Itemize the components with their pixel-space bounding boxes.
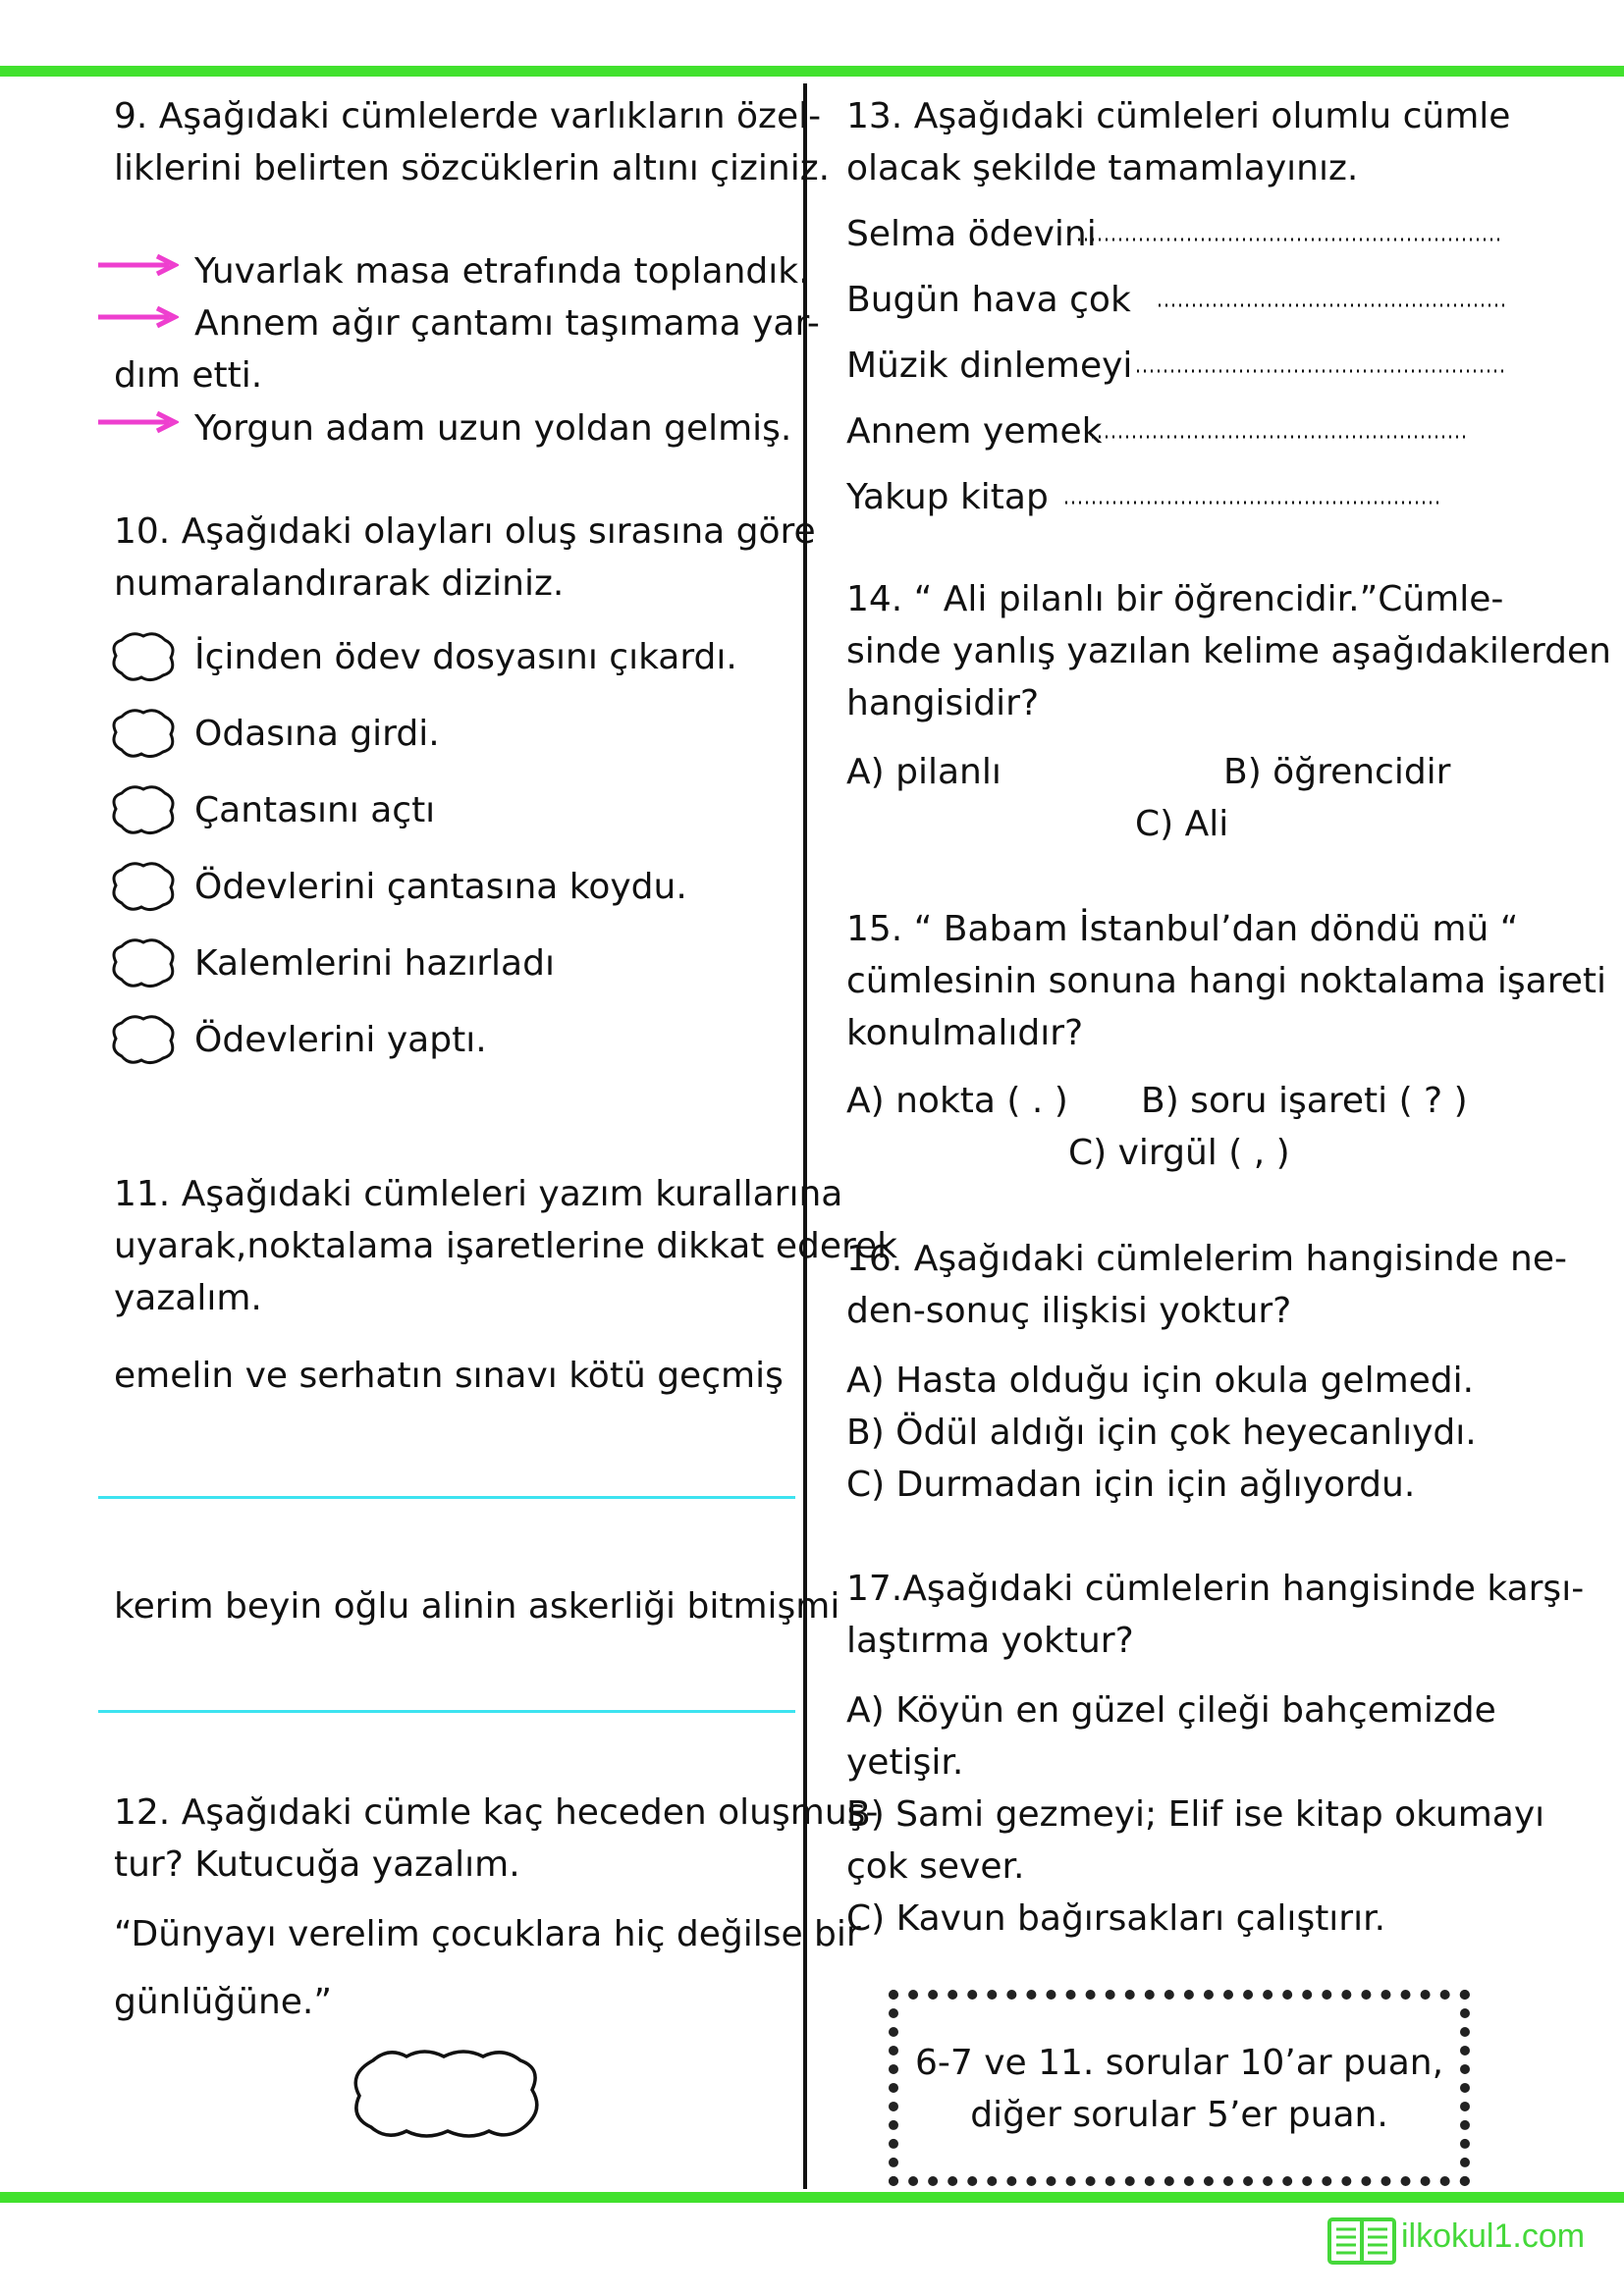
arrow-right-icon bbox=[96, 410, 179, 434]
q11-title-line1: 11. Aşağıdaki cümleleri yazım kurallarına bbox=[114, 1174, 843, 1214]
q13-item-1: Selma ödevini bbox=[846, 214, 1097, 254]
q15-option-a[interactable]: A) nokta ( . ) bbox=[846, 1081, 1068, 1121]
bottom-green-bar bbox=[0, 2192, 1624, 2203]
q17-title-line1: 17.Aşağıdaki cümlelerin hangisinde karşı- bbox=[846, 1569, 1585, 1609]
dotted-answer-line[interactable] bbox=[1065, 500, 1438, 506]
q9-title-line2: liklerini belirten sözcüklerin altını çiziniz. bbox=[114, 148, 831, 188]
arrow-right-icon bbox=[96, 305, 179, 329]
q13-title-line1: 13. Aşağıdaki cümleleri olumlu cümle bbox=[846, 96, 1511, 136]
scoring-note-box bbox=[889, 1990, 1470, 2186]
q14-option-a[interactable]: A) pilanlı bbox=[846, 752, 1001, 792]
q15-option-c[interactable]: C) virgül ( , ) bbox=[1068, 1133, 1290, 1173]
q14-title-line3: hangisidir? bbox=[846, 683, 1040, 723]
q9-item-2: Annem ağır çantamı taşımama yar- bbox=[194, 303, 820, 344]
q14-title-line1: 14. “ Ali pilanlı bir öğrencidir.”Cümle- bbox=[846, 579, 1504, 619]
q11-sentence-2: kerim beyin oğlu alinin askerliği bitmişmi bbox=[114, 1586, 840, 1627]
dotted-answer-line[interactable] bbox=[1159, 302, 1507, 308]
q14-option-c[interactable]: C) Ali bbox=[1135, 804, 1229, 844]
cloud-answer-box[interactable] bbox=[108, 628, 179, 683]
dotted-answer-line[interactable] bbox=[1078, 237, 1504, 242]
q16-title-line2: den-sonuç ilişkisi yoktur? bbox=[846, 1291, 1292, 1331]
q15-title-line2: cümlesinin sonuna hangi noktalama işareti bbox=[846, 961, 1606, 1001]
q13-item-3: Müzik dinlemeyi bbox=[846, 346, 1133, 386]
q12-title-line1: 12. Aşağıdaki cümle kaç heceden oluşmuş- bbox=[114, 1792, 879, 1833]
q10-item-4: Ödevlerini çantasına koydu. bbox=[194, 867, 687, 907]
cloud-answer-box[interactable] bbox=[108, 934, 179, 989]
q9-item-1: Yuvarlak masa etrafında toplandık. bbox=[194, 251, 810, 292]
q9-item-3: Yorgun adam uzun yoldan gelmiş. bbox=[194, 408, 792, 449]
book-icon bbox=[1327, 2216, 1396, 2267]
q10-item-1: İçinden ödev dosyasını çıkardı. bbox=[194, 637, 737, 677]
q11-title-line3: yazalım. bbox=[114, 1278, 262, 1318]
scoring-note-line1: 6-7 ve 11. sorular 10’ar puan, bbox=[914, 2043, 1444, 2083]
arrow-right-icon bbox=[96, 253, 179, 277]
q14-option-b[interactable]: B) öğrencidir bbox=[1223, 752, 1451, 792]
logo-text[interactable]: ilkokul1.com bbox=[1401, 2217, 1586, 2255]
top-green-bar bbox=[0, 66, 1624, 77]
column-divider bbox=[803, 83, 807, 2189]
q13-item-2: Bugün hava çok bbox=[846, 280, 1131, 320]
q12-quote-line2: günlüğüne.” bbox=[114, 1982, 333, 2022]
q17-option-a[interactable]: A) Köyün en güzel çileği bahçemizde bbox=[846, 1690, 1496, 1731]
q9-item-2-cont: dım etti. bbox=[114, 355, 263, 396]
q14-title-line2: sinde yanlış yazılan kelime aşağıdakilerden bbox=[846, 631, 1611, 671]
q17-option-c[interactable]: C) Kavun bağırsakları çalıştırır. bbox=[846, 1898, 1386, 1939]
q13-item-4: Annem yemek bbox=[846, 411, 1103, 452]
dotted-answer-line[interactable] bbox=[1137, 368, 1507, 374]
q10-item-5: Kalemlerini hazırladı bbox=[194, 943, 555, 984]
q15-title-line3: konulmalıdır? bbox=[846, 1013, 1084, 1053]
q16-option-a[interactable]: A) Hasta olduğu için okula gelmedi. bbox=[846, 1361, 1475, 1401]
q9-title-line1: 9. Aşağıdaki cümlelerde varlıkların özel- bbox=[114, 96, 822, 136]
q10-title-line2: numaralandırarak diziniz. bbox=[114, 563, 565, 604]
q15-option-b[interactable]: B) soru işareti ( ? ) bbox=[1141, 1081, 1468, 1121]
cloud-answer-box[interactable] bbox=[108, 1011, 179, 1066]
cloud-answer-box[interactable] bbox=[108, 858, 179, 913]
q12-quote-line1: “Dünyayı verelim çocuklara hiç değilse bir bbox=[114, 1914, 861, 1954]
q13-item-5: Yakup kitap bbox=[846, 477, 1049, 517]
q13-title-line2: olacak şekilde tamamlayınız. bbox=[846, 148, 1359, 188]
q16-option-b[interactable]: B) Ödül aldığı için çok heyecanlıydı. bbox=[846, 1413, 1477, 1453]
q16-title-line1: 16. Aşağıdaki cümlelerim hangisinde ne- bbox=[846, 1239, 1568, 1279]
q11-title-line2: uyarak,noktalama işaretlerine dikkat ederek bbox=[114, 1226, 897, 1266]
q15-title-line1: 15. “ Babam İstanbul’dan döndü mü “ bbox=[846, 909, 1519, 949]
q17-option-b-cont: çok sever. bbox=[846, 1846, 1025, 1887]
q10-item-6: Ödevlerini yaptı. bbox=[194, 1020, 487, 1060]
q11-sentence-1: emelin ve serhatın sınavı kötü geçmiş bbox=[114, 1356, 784, 1396]
q10-title-line1: 10. Aşağıdaki olayları oluş sırasına göre bbox=[114, 511, 816, 552]
q12-title-line2: tur? Kutucuğa yazalım. bbox=[114, 1844, 520, 1885]
answer-line-1[interactable] bbox=[98, 1496, 795, 1499]
answer-line-2[interactable] bbox=[98, 1710, 795, 1713]
site-logo bbox=[1327, 2212, 1586, 2270]
q10-item-2: Odasına girdi. bbox=[194, 714, 440, 754]
q17-option-a-cont: yetişir. bbox=[846, 1742, 964, 1783]
syllable-answer-box[interactable] bbox=[346, 2041, 548, 2147]
q17-option-b[interactable]: B) Sami gezmeyi; Elif ise kitap okumayı bbox=[846, 1794, 1545, 1835]
q10-item-3: Çantasını açtı bbox=[194, 790, 436, 830]
dotted-answer-line[interactable] bbox=[1092, 434, 1465, 440]
scoring-note-line2: diğer sorular 5’er puan. bbox=[970, 2095, 1388, 2135]
cloud-answer-box[interactable] bbox=[108, 705, 179, 760]
q16-option-c[interactable]: C) Durmadan için için ağlıyordu. bbox=[846, 1465, 1416, 1505]
q17-title-line2: laştırma yoktur? bbox=[846, 1621, 1134, 1661]
cloud-answer-box[interactable] bbox=[108, 781, 179, 836]
